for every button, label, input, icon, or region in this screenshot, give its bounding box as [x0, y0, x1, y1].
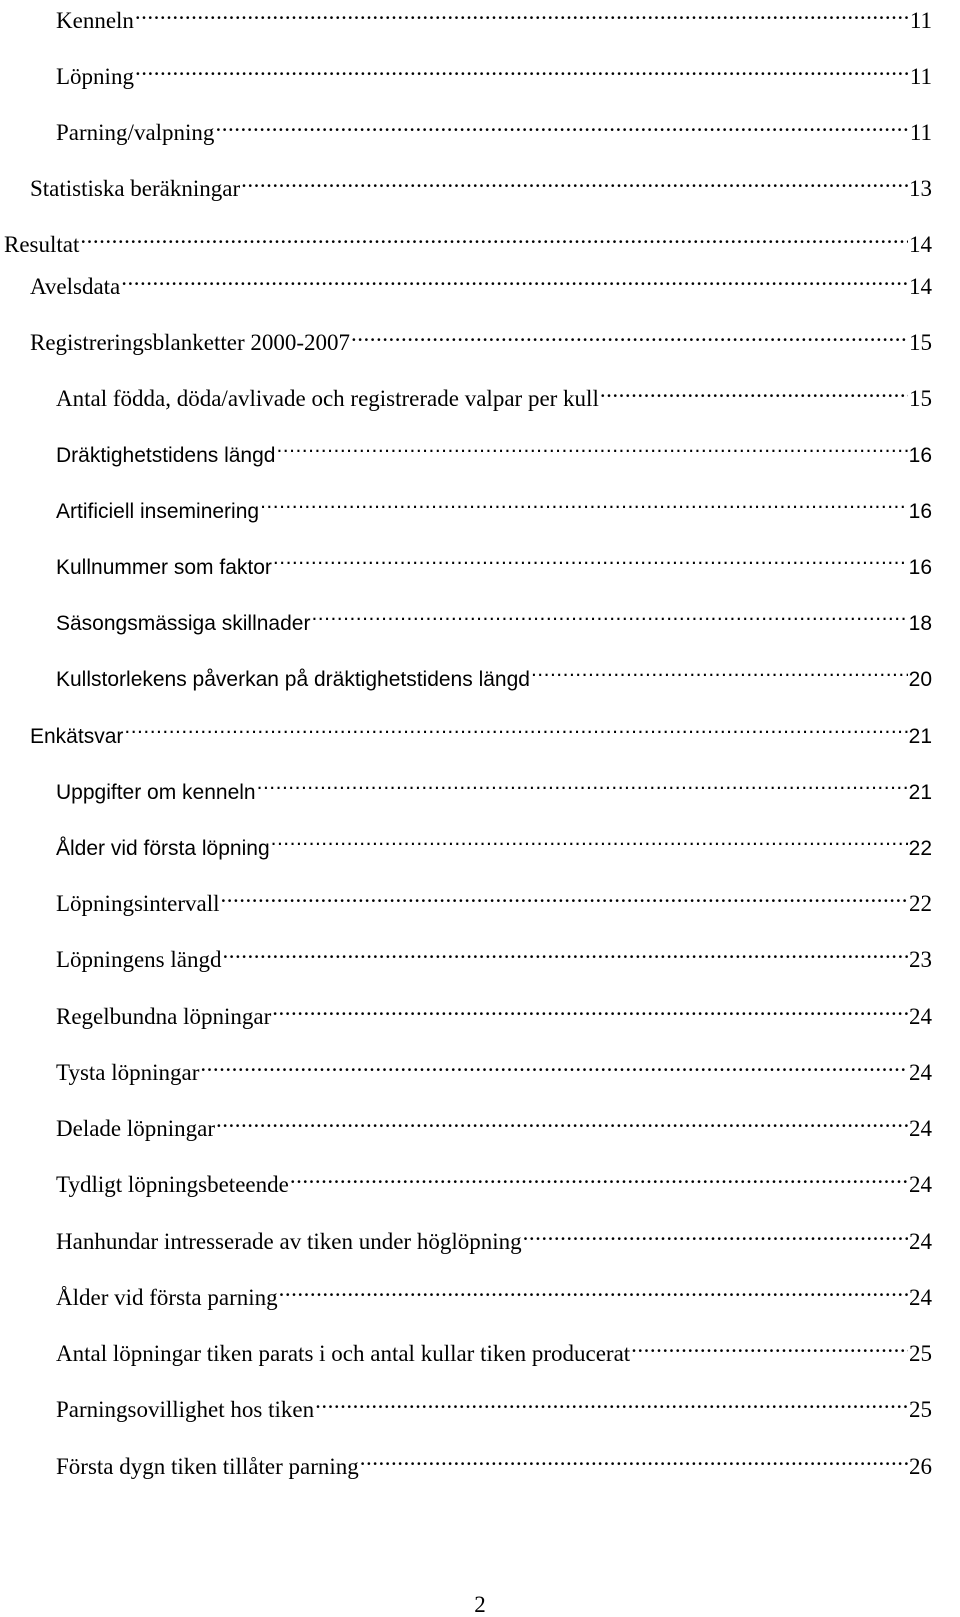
- toc-entry-page: 13: [909, 176, 932, 201]
- toc-entry-title: Kullstorlekens påverkan på dräktighetstidens längd: [56, 668, 530, 691]
- toc-entry-page: 25: [909, 1397, 932, 1422]
- toc-entry[interactable]: [56, 1329, 932, 1366]
- toc-entry-title: Statistiska beräkningar: [30, 176, 241, 201]
- toc-entry-title: Tydligt löpningsbeteende: [56, 1172, 289, 1197]
- toc-entry[interactable]: [56, 1385, 932, 1422]
- toc-dot-leader: [311, 598, 907, 630]
- toc-entry-title: Artificiell inseminering: [56, 500, 260, 523]
- toc-dot-leader: [222, 935, 908, 967]
- toc-dot-leader: [221, 879, 908, 911]
- toc-dot-leader: [276, 430, 907, 462]
- toc-entry-page: 14: [909, 274, 932, 299]
- toc-entry-page: 16: [908, 556, 932, 579]
- toc-entry-title: Tysta löpningar: [56, 1060, 200, 1085]
- toc-dot-leader: [272, 992, 908, 1024]
- toc-entry[interactable]: [56, 823, 932, 860]
- toc-entry-title: Säsongsmässiga skillnader: [56, 612, 311, 635]
- toc-dot-leader: [631, 1329, 908, 1361]
- toc-dot-leader: [121, 262, 908, 294]
- toc-entry-page: 16: [908, 500, 932, 523]
- toc-dot-leader: [257, 767, 908, 799]
- toc-dot-leader: [124, 711, 907, 743]
- toc-entry-page: 18: [908, 612, 932, 635]
- toc-entry-page: 20: [908, 668, 932, 691]
- toc-dot-leader: [600, 374, 908, 406]
- toc-entry-page: 16: [908, 444, 932, 467]
- toc-entry-title: Enkätsvar: [30, 725, 124, 748]
- toc-entry-title: Antal löpningar tiken parats i och antal kullar tiken producerat: [56, 1341, 631, 1366]
- toc-entry[interactable]: [56, 52, 932, 89]
- toc-entry-title: Ålder vid första löpning: [56, 837, 270, 860]
- toc-dot-leader: [531, 654, 908, 686]
- toc-entry-page: 24: [909, 1172, 932, 1197]
- toc-entry[interactable]: [56, 1104, 932, 1141]
- toc-entry[interactable]: [56, 108, 932, 145]
- page-number: 2: [474, 1592, 486, 1617]
- toc-entry-page: 15: [909, 330, 932, 355]
- toc-entry-title: Kullnummer som faktor: [56, 556, 272, 579]
- toc-dot-leader: [279, 1273, 908, 1305]
- toc-entry[interactable]: [56, 935, 932, 972]
- toc-dot-leader: [315, 1385, 908, 1417]
- toc-entry-page: 24: [909, 1229, 932, 1254]
- toc-entry[interactable]: [30, 164, 932, 201]
- toc-dot-leader: [271, 823, 908, 855]
- toc-entry-page: 22: [908, 837, 932, 860]
- toc-entry-title: Delade löpningar: [56, 1116, 216, 1141]
- toc-dot-leader: [215, 108, 908, 140]
- toc-entry[interactable]: [30, 711, 932, 748]
- toc-dot-leader: [360, 1442, 908, 1474]
- toc-entry[interactable]: [56, 1217, 932, 1254]
- toc-entry-title: Hanhundar intresserade av tiken under höglöpning: [56, 1229, 522, 1254]
- toc-entry[interactable]: [4, 220, 932, 257]
- toc-entry-page: 11: [909, 64, 932, 89]
- toc-entry-page: 22: [909, 891, 932, 916]
- toc-entry[interactable]: [56, 1160, 932, 1197]
- toc-entry-page: 14: [909, 232, 932, 257]
- toc-dot-leader: [260, 486, 908, 518]
- toc-dot-leader: [135, 0, 909, 28]
- toc-entry-page: 26: [909, 1454, 932, 1479]
- toc-entry-page: 24: [909, 1004, 932, 1029]
- toc-dot-leader: [273, 542, 908, 574]
- toc-entry-title: Löpning: [56, 64, 134, 89]
- toc-dot-leader: [241, 164, 908, 196]
- toc-dot-leader: [216, 1104, 908, 1136]
- toc-entry-title: Resultat: [4, 232, 80, 257]
- toc-entry[interactable]: [56, 1048, 932, 1085]
- toc-entry[interactable]: [56, 879, 932, 916]
- toc-entry-page: 15: [909, 386, 932, 411]
- toc-entry[interactable]: [30, 318, 932, 355]
- toc-dot-leader: [523, 1217, 908, 1249]
- toc-dot-leader: [135, 52, 909, 84]
- toc-entry-title: Första dygn tiken tillåter parning: [56, 1454, 359, 1479]
- toc-entry-page: 21: [908, 725, 932, 748]
- toc-entry-page: 25: [909, 1341, 932, 1366]
- toc-entry-title: Löpningens längd: [56, 947, 222, 972]
- toc-entry-page: 11: [909, 8, 932, 33]
- toc-entry-title: Uppgifter om kenneln: [56, 781, 256, 804]
- toc-entry-title: Parningsovillighet hos tiken: [56, 1397, 315, 1422]
- toc-entry[interactable]: [56, 1442, 932, 1479]
- toc-entry[interactable]: [56, 430, 932, 467]
- toc-dot-leader: [351, 318, 908, 350]
- toc-entry[interactable]: [56, 1273, 932, 1310]
- toc-entry[interactable]: [56, 0, 932, 33]
- toc-entry[interactable]: [30, 262, 932, 299]
- toc-entry[interactable]: [56, 486, 932, 523]
- toc-dot-leader: [80, 220, 908, 252]
- toc-entry[interactable]: [56, 598, 932, 635]
- toc-entry-title: Parning/valpning: [56, 120, 215, 145]
- toc-entry-page: 11: [909, 120, 932, 145]
- toc-entry-title: Kenneln: [56, 8, 134, 33]
- toc-entry[interactable]: [56, 992, 932, 1029]
- toc-entry[interactable]: [56, 654, 932, 691]
- toc-entry-page: 23: [909, 947, 932, 972]
- toc-entry[interactable]: [56, 374, 932, 411]
- toc-entry-page: 24: [909, 1285, 932, 1310]
- toc-entry-page: 24: [909, 1116, 932, 1141]
- toc-entry-title: Avelsdata: [30, 274, 121, 299]
- toc-entry-title: Dräktighetstidens längd: [56, 444, 276, 467]
- toc-entry-title: Antal födda, döda/avlivade och registrerade valpar per kull: [56, 386, 599, 411]
- toc-entry-title: Regelbundna löpningar: [56, 1004, 272, 1029]
- toc-entry-title: Löpningsintervall: [56, 891, 220, 916]
- toc-entry-page: 24: [909, 1060, 932, 1085]
- toc-entry-page: 21: [908, 781, 932, 804]
- toc-dot-leader: [290, 1160, 908, 1192]
- toc-entry-title: Registreringsblanketter 2000-2007: [30, 330, 351, 355]
- toc-entry[interactable]: [56, 542, 932, 579]
- toc-entry[interactable]: [56, 767, 932, 804]
- toc-dot-leader: [200, 1048, 908, 1080]
- toc-entry-title: Ålder vid första parning: [56, 1285, 278, 1310]
